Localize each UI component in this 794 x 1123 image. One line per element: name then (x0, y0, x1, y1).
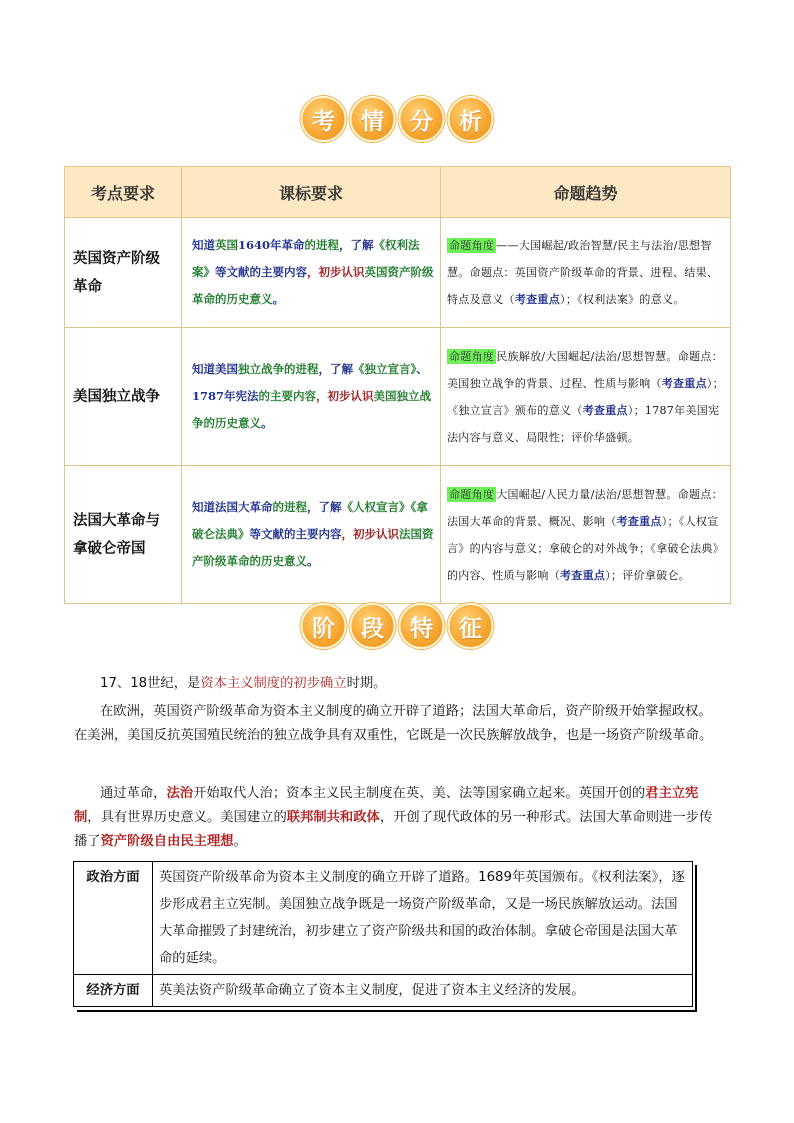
exam-analysis-table (64, 166, 731, 604)
exam-point: 法国大革命与拿破仑帝国 (65, 466, 182, 604)
stage-features-table (73, 861, 693, 1007)
exam-point: 美国独立战争 (65, 328, 182, 466)
banner-char: 阶 (301, 603, 347, 649)
key-point-mark: 考查重点 (560, 568, 606, 582)
curriculum-standard: 知道美国独立战争的进程，了解《独立宣言》、1787年宪法的主要内容，初步认识美国独立战争的历史意义。 (182, 328, 441, 466)
col-header: 课标要求 (182, 167, 441, 218)
row-text: 英国资产阶级革命为资本主义制度的确立开辟了道路。1689年英国颁布。《权利法案》，逐步形成君主立宪制。美国独立战争既是一场资产阶级革命，又是一场民族解放运动。法国大革命摧毁了封建统治，初步建立了资产阶级共和国的政治体制。拿破仑帝国是法国大革命的延续。 (153, 862, 693, 975)
table-row (65, 466, 731, 604)
trend-tag: 命题角度 (449, 239, 495, 252)
curriculum-standard: 知道法国大革命的进程，了解《人权宣言》《拿破仑法典》等文献的主要内容，初步认识法国资产阶级革命的历史意义。 (182, 466, 441, 604)
key-point-mark: 考查重点 (661, 376, 707, 390)
row-label: 政治方面 (74, 862, 153, 975)
paragraph-revolution: 通过革命，法治开始取代人治；资本主义民主制度在英、美、法等国家确立起来。英国开创的君主立宪制，具有世界历史意义。美国建立的联邦制共和政体，开创了现代政体的另一种形式。法国大革命则进一步传播了资产阶级自由民主理想。 (74, 786, 713, 849)
exam-trend: 命题角度 民族解放/大国崛起/法治/思想智慧。命题点：美国独立战争的背景、过程、性质与影响（考查重点）；《独立宣言》颁布的意义（考查重点）；1787年美国宪法内容与意义、局限性；评价华盛顿。 (441, 328, 731, 466)
key-point-mark: 考查重点 (616, 514, 662, 528)
exam-point: 英国资产阶级革命 (65, 218, 182, 328)
banner-title (301, 96, 494, 142)
exam-trend: 命题角度 大国崛起/人民力量/法治/思想智慧。命题点：法国大革命的背景、概况、影响（考查重点）；《人权宣言》的内容与意义；拿破仑的对外战争；《拿破仑法典》的内容、性质与影响（考查重点）；评价拿破仑。 (441, 466, 731, 604)
banner-char: 特 (399, 603, 445, 649)
paragraph-europe-america: 在欧洲，英国资产阶级革命为资本主义制度的确立开辟了道路；法国大革命后，资产阶级开始掌握政权。在美洲，美国反抗英国殖民统治的独立战争具有双重性，它既是一次民族解放战争，也是一场资产阶级革命。 (74, 704, 713, 743)
banner-char: 析 (448, 96, 494, 142)
key-point-mark: 考查重点 (582, 403, 628, 417)
key-point-mark: 考查重点 (514, 293, 561, 306)
table-header-row (65, 167, 731, 218)
table-row (65, 218, 731, 328)
banner-title (301, 603, 494, 649)
section-banner-stage (0, 603, 794, 653)
col-header: 考点要求 (65, 167, 182, 218)
table-row (74, 975, 693, 1007)
table-row (65, 328, 731, 466)
banner-char: 征 (448, 603, 494, 649)
exam-trend: 命题角度 ——大国崛起/政治智慧/民主与法治/思想智慧。命题点：英国资产阶级革命的背景、进程、结果、特点及意义（考查重点）；《权利法案》的意义。 (441, 218, 731, 328)
row-text: 英美法资产阶级革命确立了资本主义制度，促进了资本主义经济的发展。 (153, 975, 693, 1007)
table-row (74, 862, 693, 975)
section-banner-analysis (0, 96, 794, 146)
banner-char: 分 (399, 96, 445, 142)
row-label: 经济方面 (74, 975, 153, 1007)
banner-char: 考 (301, 96, 347, 142)
col-header: 命题趋势 (441, 167, 731, 218)
banner-char: 段 (350, 603, 396, 649)
curriculum-standard: 知道英国1640年革命的进程，了解《权利法案》等文献的主要内容，初步认识英国资产阶级革命的历史意义。 (182, 218, 441, 328)
trend-tag: 命题角度 (449, 349, 495, 363)
banner-char: 情 (350, 96, 396, 142)
paragraph-intro: 17、18世纪，是资本主义制度的初步确立时期。 (100, 676, 387, 691)
trend-tag: 命题角度 (449, 487, 495, 501)
